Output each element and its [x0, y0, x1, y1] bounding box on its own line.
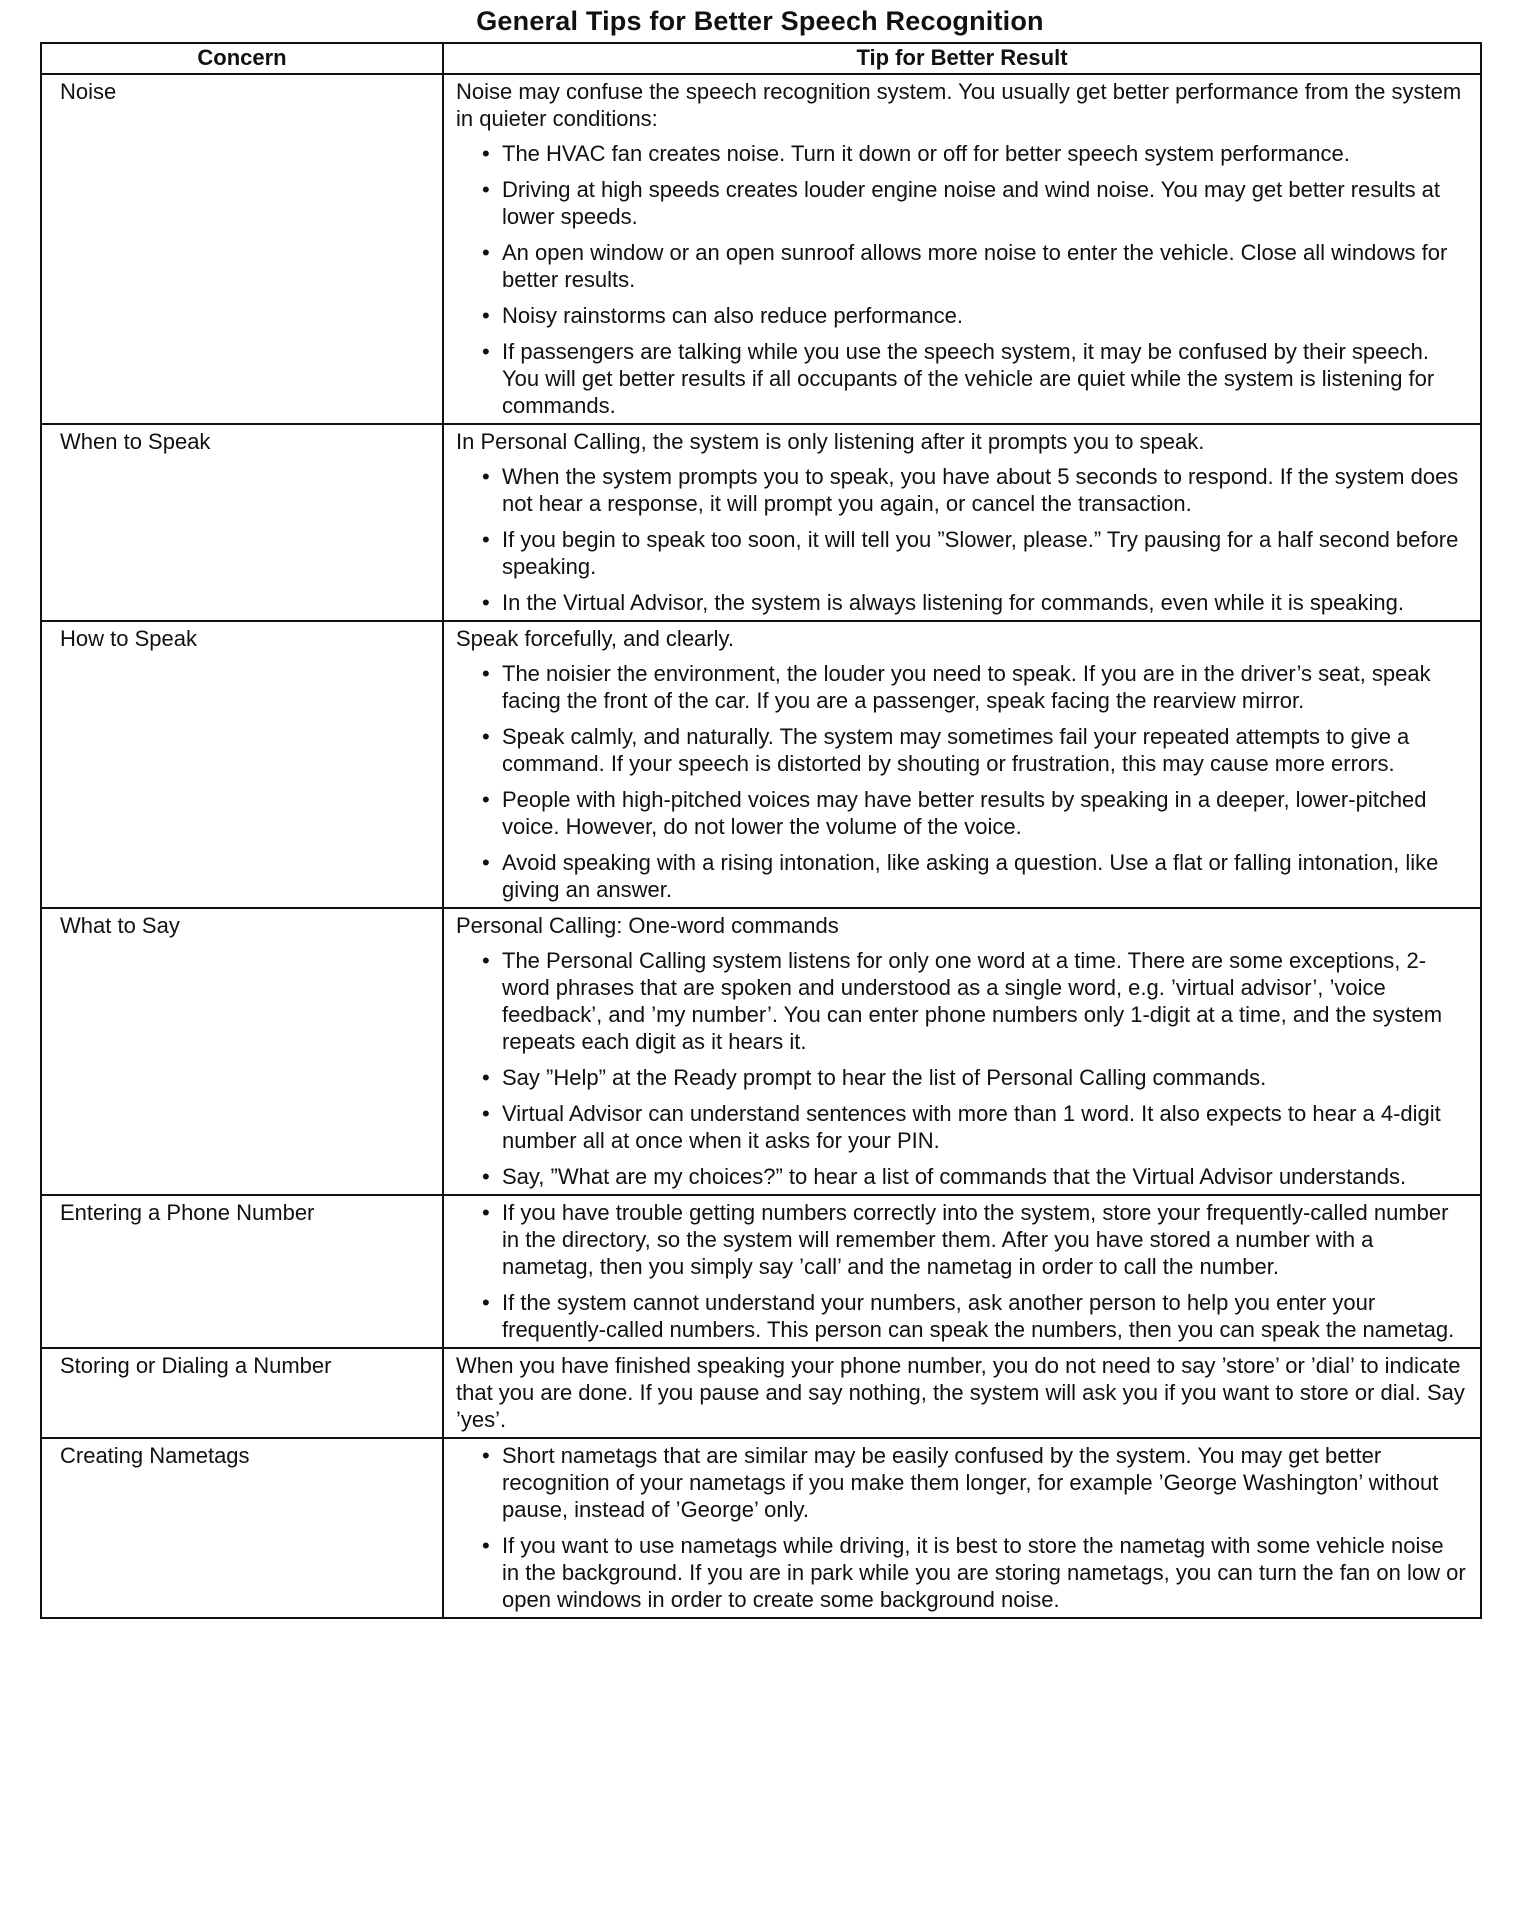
tip-bullet: • Short nametags that are similar may be easily confused by the system. You may get better recognition of your nametags if you make them longer, for example ’George Washington’ without pause, instead of ’George’ only.: [456, 1442, 1466, 1523]
tip-bullet: • Virtual Advisor can understand sentences with more than 1 word. It also expects to hear a 4-digit number all at once when it asks for your PIN.: [456, 1100, 1466, 1154]
column-header-concern: Concern: [41, 43, 443, 74]
tip-bullet-list: [456, 660, 1466, 903]
concern-cell: When to Speak: [41, 424, 443, 621]
tip-bullet: • Say, ”What are my choices?” to hear a list of commands that the Virtual Advisor understands.: [456, 1163, 1466, 1190]
tip-cell: [443, 1348, 1481, 1438]
table-row: [41, 1195, 1481, 1348]
tip-bullet-list: [456, 1199, 1466, 1343]
table-row: [41, 908, 1481, 1195]
page-title: General Tips for Better Speech Recognition: [476, 6, 1044, 36]
tip-intro: In Personal Calling, the system is only listening after it prompts you to speak.: [456, 429, 1205, 454]
header-row: [41, 43, 1481, 74]
tip-cell: [443, 908, 1481, 1195]
tip-intro: Noise may confuse the speech recognition system. You usually get better performance from the system in quieter conditions:: [456, 79, 1462, 131]
tip-bullet: • The HVAC fan creates noise. Turn it down or off for better speech system performance.: [456, 140, 1466, 167]
table-row: [41, 424, 1481, 621]
concern-cell: What to Say: [41, 908, 443, 1195]
tip-bullet: • Driving at high speeds creates louder engine noise and wind noise. You may get better results at lower speeds.: [456, 176, 1466, 230]
tip-intro: Speak forcefully, and clearly.: [456, 626, 734, 651]
concern-cell: Storing or Dialing a Number: [41, 1348, 443, 1438]
concern-cell: Noise: [41, 74, 443, 424]
tip-bullet-list: [456, 1442, 1466, 1613]
table-header: [41, 43, 1481, 74]
concern-cell: Creating Nametags: [41, 1438, 443, 1618]
tip-cell: [443, 1195, 1481, 1348]
tip-bullet: • An open window or an open sunroof allows more noise to enter the vehicle. Close all windows for better results.: [456, 239, 1466, 293]
column-header-tip: Tip for Better Result: [443, 43, 1481, 74]
tip-bullet-list: [456, 947, 1466, 1190]
concern-cell: How to Speak: [41, 621, 443, 908]
tips-table: [40, 42, 1482, 1619]
tip-bullet: • Noisy rainstorms can also reduce performance.: [456, 302, 1466, 329]
table-row: [41, 74, 1481, 424]
tip-bullet: • If you have trouble getting numbers correctly into the system, store your frequently-called number in the directory, so the system will remember them. After you have stored a number with a nametag, then you simply say ’call’ and the nametag in order to call the number.: [456, 1199, 1466, 1280]
tip-cell: [443, 621, 1481, 908]
tip-intro: Personal Calling: One-word commands: [456, 913, 839, 938]
tip-bullet: • If the system cannot understand your numbers, ask another person to help you enter your frequently-called numbers. This person can speak the numbers, then you can speak the nametag.: [456, 1289, 1466, 1343]
tip-bullet: • People with high-pitched voices may have better results by speaking in a deeper, lower-pitched voice. However, do not lower the volume of the voice.: [456, 786, 1466, 840]
tip-bullet: • If you want to use nametags while driving, it is best to store the nametag with some vehicle noise in the background. If you are in park while you are storing nametags, you can turn the fan on low or open windows in order to create some background noise.: [456, 1532, 1466, 1613]
tip-bullet: • In the Virtual Advisor, the system is always listening for commands, even while it is speaking.: [456, 589, 1466, 616]
concern-cell: Entering a Phone Number: [41, 1195, 443, 1348]
tip-bullet: • Say ”Help” at the Ready prompt to hear the list of Personal Calling commands.: [456, 1064, 1466, 1091]
tip-bullet: • If you begin to speak too soon, it will tell you ”Slower, please.” Try pausing for a half second before speaking.: [456, 526, 1466, 580]
tip-bullet: • Speak calmly, and naturally. The system may sometimes fail your repeated attempts to give a command. If your speech is distorted by shouting or frustration, this may cause more errors.: [456, 723, 1466, 777]
tip-bullet: • Avoid speaking with a rising intonation, like asking a question. Use a flat or falling intonation, like giving an answer.: [456, 849, 1466, 903]
table-row: [41, 621, 1481, 908]
tip-bullet-list: [456, 140, 1466, 419]
table-body: [41, 74, 1481, 1618]
tip-bullet-list: [456, 463, 1466, 616]
tip-bullet: • The noisier the environment, the louder you need to speak. If you are in the driver’s seat, speak facing the front of the car. If you are a passenger, speak facing the rearview mirror.: [456, 660, 1466, 714]
tip-bullet: • When the system prompts you to speak, you have about 5 seconds to respond. If the system does not hear a response, it will prompt you again, or cancel the transaction.: [456, 463, 1466, 517]
tip-cell: [443, 1438, 1481, 1618]
tip-bullet: • If passengers are talking while you use the speech system, it may be confused by their speech. You will get better results if all occupants of the vehicle are quiet while the system is listening for commands.: [456, 338, 1466, 419]
table-row: [41, 1348, 1481, 1438]
tip-cell: [443, 74, 1481, 424]
tip-bullet: • The Personal Calling system listens for only one word at a time. There are some exceptions, 2-word phrases that are spoken and understood as a single word, e.g. ’virtual advisor’, ’voice feedback’, and ’my number’. You can enter phone numbers only 1-digit at a time, and the system repeats each digit as it hears it.: [456, 947, 1466, 1055]
tip-cell: [443, 424, 1481, 621]
table-row: [41, 1438, 1481, 1618]
tip-intro: When you have finished speaking your phone number, you do not need to say ’store’ or ’dial’ to indicate that you are done. If you pause and say nothing, the system will ask you if you want to store or dial. Say ’yes’.: [456, 1353, 1465, 1432]
